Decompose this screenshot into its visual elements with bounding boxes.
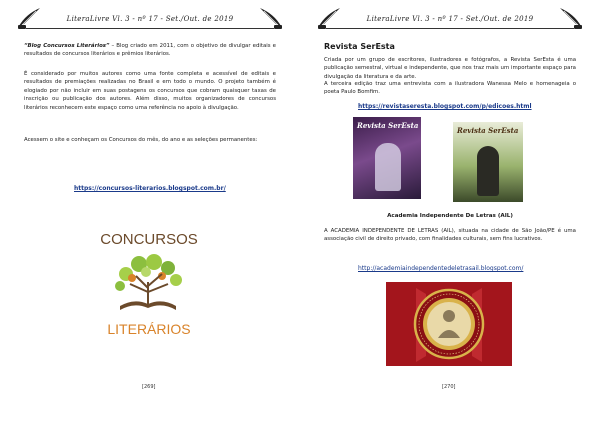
quill-inkwell-icon	[258, 6, 284, 30]
cover-figure	[477, 146, 499, 196]
invite-paragraph: Acessem o site e conheçam os Concursos do mês, do ano e as seleções permanentes:	[24, 137, 258, 143]
ail-emblem-banner	[386, 282, 512, 366]
logo-line1: CONCURSOS	[100, 231, 198, 248]
seresta-paragraph: Criada por um grupo de escritores, ilustradores e fotógrafos, a Revista SerEsta é uma publicação semestral, virtual e independente, que nos traz mais um importante espaço para divulgação da literatura e da arte.	[324, 57, 576, 80]
magazine-cover	[453, 122, 523, 202]
page-header	[16, 6, 284, 32]
seresta-edition-paragraph: A terceira edição traz uma entrevista com a ilustradora Wanessa Melo e homenageia o poeta Paulo Bomfim.	[324, 81, 576, 96]
header-rule	[26, 28, 274, 29]
academy-seal-icon	[386, 282, 512, 366]
page-number: [269]	[142, 384, 156, 390]
cover-title: Revista SerEsta	[357, 121, 419, 130]
ail-paragraph: A ACADEMIA INDEPENDENTE DE LETRAS (AIL), situada na cidade de São João/PE é uma associação civil de direito privado, com finalidades culturais, sem fins lucrativos.	[324, 228, 576, 243]
intro-text: – Blog criado em 2011, com o objetivo de divulgar editais e resultados de concursos literários e prêmios literários.	[24, 43, 276, 58]
book-tree-icon	[84, 226, 214, 346]
ail-title: Academia Independente De Letras (AIL)	[387, 213, 513, 219]
running-title: LiteraLivre Vl. 3 - nº 17 - Set./Out. de 2019	[66, 15, 234, 23]
description-paragraph: É considerado por muitos autores como uma fonte completa e acessível de editais e resultados de premiações realizadas no Brasil e em todo o mundo. O projeto também é elogiado por não incluir em suas postagens os concursos que cobram quaisquer taxas de inscrição ou publicação dos autores. Além disso, muitos organizadores de concursos literários reconhecem este espaço como uma referência no apoio à divulgação.	[24, 71, 276, 111]
cover-figure	[375, 143, 401, 191]
seresta-link[interactable]: https://revistaseresta.blogspot.com/p/edicoes.html	[358, 103, 532, 110]
running-title: LiteraLivre Vl. 3 - nº 17 - Set./Out. de 2019	[366, 15, 534, 23]
page-number: [270]	[442, 384, 456, 390]
cover-title: Revista SerEsta	[457, 126, 519, 135]
right-page	[300, 0, 600, 424]
page-header	[316, 6, 584, 32]
concursos-link[interactable]: https://concursos-literarios.blogspot.com.br/	[74, 185, 226, 192]
intro-paragraph	[24, 42, 276, 59]
ail-link[interactable]: http://academiaindependentedeletrasail.blogspot.com/	[358, 265, 524, 272]
concursos-literarios-logo	[84, 226, 214, 346]
blog-name: “Blog Concursos Literários”	[24, 43, 110, 49]
header-rule	[326, 28, 574, 29]
magazine-cover	[353, 117, 421, 199]
section-title: Revista SerEsta	[324, 42, 395, 51]
logo-line2: LITERÁRIOS	[107, 321, 191, 337]
quill-inkwell-icon	[558, 6, 584, 30]
